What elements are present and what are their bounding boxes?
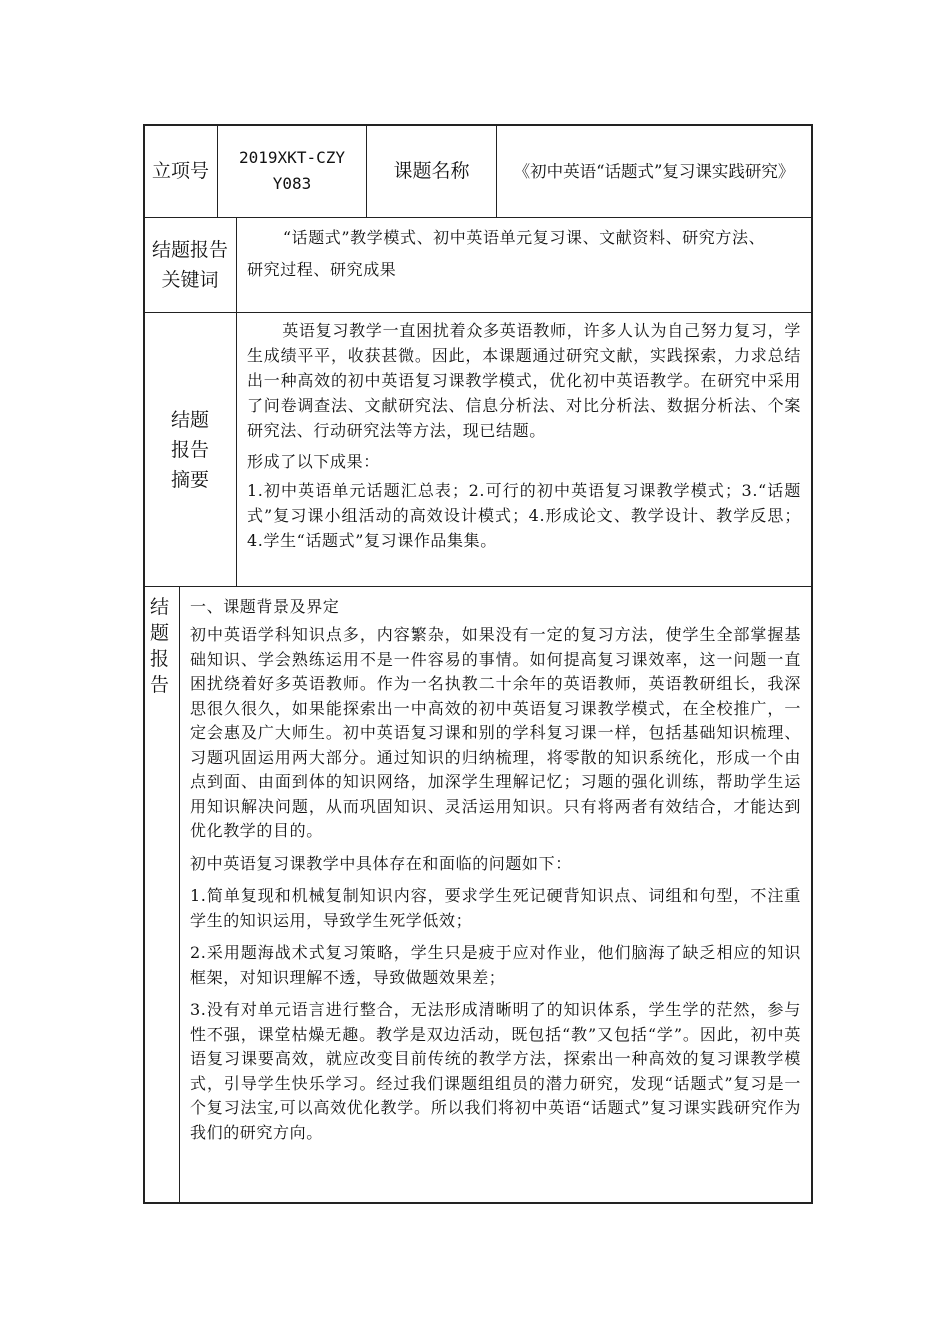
project-no-label-text: 立项号 — [151, 160, 209, 182]
keywords-line-2: 研究过程、研究成果 — [247, 260, 397, 279]
project-no-value — [218, 125, 366, 217]
abstract-label — [144, 313, 236, 586]
abstract-paragraph: 英语复习教学一直困扰着众多英语教师，许多人认为自己努力复习，学生成绩平平，收获甚微。因此，本课题通过研究文献，实践探索，力求总结出一种高效的初中英语复习课教学模式，优化初中英语教学。在研究中采用了问卷调查法、文献研究法、信息分析法、对比分析法、数据分析法、个案研究法、行动研究法等方法，现已结题。 — [247, 321, 801, 440]
abstract-results-list: 1.初中英语单元话题汇总表；2.可行的初中英语复习课教学模式；3.“话题式”复习课小组活动的高效设计模式；4.形成论文、教学设计、教学反思；4.学生“话题式”复习课作品集集。 — [247, 481, 801, 550]
abstract-results-intro: 形成了以下成果： — [247, 452, 380, 471]
report-paragraph-2: 初中英语复习课教学中具体存在和面临的问题如下： — [190, 853, 572, 873]
report-item-1: 1.简单复现和机械复制知识内容，要求学生死记硬背知识点、词组和句型，不注重学生的知识运用，导致学生死学低效； — [190, 886, 801, 930]
report-label-text: 结题报告 — [150, 596, 170, 696]
abstract-content — [237, 318, 811, 586]
project-no-value-text: 2019XKT-CZYY083 — [239, 148, 345, 193]
project-no-label — [144, 125, 217, 217]
keywords-label — [144, 218, 236, 312]
report-item-2: 2.采用题海战术式复习策略，学生只是疲于应对作业，他们脑海了缺乏相应的知识框架，对知识理解不透，导致做题效果差； — [190, 943, 801, 987]
topic-name-label — [367, 125, 496, 217]
topic-name-label-text: 课题名称 — [393, 160, 470, 182]
report-content — [180, 594, 811, 1200]
keywords-line-1: “话题式”教学模式、初中英语单元复习课、文献资料、研究方法、 — [282, 228, 766, 247]
report-section-title: 一、课题背景及界定 — [190, 597, 340, 616]
report-paragraph-1: 初中英语学科知识点多，内容繁杂，如果没有一定的复习方法，使学生全部掌握基础知识、学会熟练运用不是一件容易的事情。如何提高复习课效率，这一问题一直困扰绕着好多英语教师。作为一名执教二十余年的英语教师，英语教研组长，我深思很久很久，如果能探索出一中高效的初中英语复习课教学模式，在全校推广，一定会惠及广大师生。初中英语复习课和别的学科复习课一样，包括基础知识梳理、习题巩固运用两大部分。通过知识的归纳梳理，将零散的知识系统化，形成一个由点到面、由面到体的知识网络，加深学生理解记忆；习题的强化训练，帮助学生运用知识解决问题，从而巩固知识、灵活运用知识。只有将两者有效结合，才能达到优化教学的目的。 — [190, 625, 801, 840]
topic-name-value-text: 《初中英语“话题式”复习课实践研究》 — [513, 161, 795, 181]
table-border-right — [811, 124, 813, 1204]
keywords-content — [237, 224, 811, 312]
keywords-label-text: 结题报告关键词 — [152, 239, 229, 291]
topic-name-value — [497, 125, 811, 217]
abstract-label-text: 结题报告摘要 — [170, 408, 209, 491]
report-label — [150, 594, 178, 794]
row-divider-3 — [143, 586, 813, 587]
report-item-3: 3.没有对单元语言进行整合，无法形成清晰明了的知识体系，学生学的茫然，参与性不强，课堂枯燥无趣。教学是双边活动，既包括“教”又包括“学”。因此，初中英语复习课要高效，就应改变目前传统的教学方法，探索出一种高效的复习课教学模式，引导学生快乐学习。经过我们课题组组员的潜力研究，发现“话题式”复习是一个复习法宝,可以高效优化教学。所以我们将初中英语“话题式”复习课实践研究作为我们的研究方向。 — [190, 1000, 801, 1142]
table-border-bottom — [143, 1202, 813, 1204]
row-divider-2 — [143, 312, 813, 313]
row-divider-1 — [143, 217, 813, 218]
